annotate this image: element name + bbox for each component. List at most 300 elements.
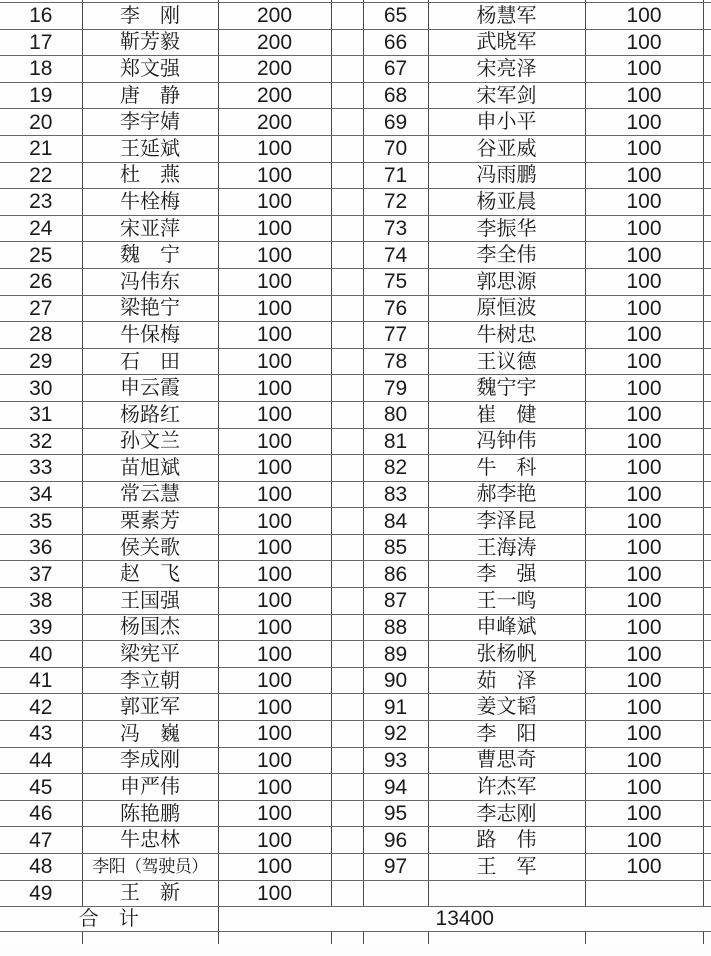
right-seq-cell: 79 bbox=[363, 375, 428, 402]
table-row bbox=[0, 29, 711, 56]
right-name-cell: 原恒波 bbox=[428, 295, 585, 322]
left-seq-cell: 27 bbox=[0, 295, 82, 322]
gap-cell bbox=[331, 82, 363, 109]
gap-cell bbox=[331, 481, 363, 508]
right-name-cell: 李振华 bbox=[428, 215, 585, 242]
right-name-cell: 李 阳 bbox=[428, 721, 585, 748]
gap-cell bbox=[331, 428, 363, 455]
edge-cell bbox=[703, 667, 711, 694]
left-amount-cell: 100 bbox=[218, 774, 331, 801]
right-name-cell: 冯钟伟 bbox=[428, 428, 585, 455]
right-name-cell bbox=[428, 880, 585, 907]
edge-cell bbox=[703, 82, 711, 109]
right-seq-cell: 65 bbox=[363, 3, 428, 30]
left-amount-cell: 200 bbox=[218, 29, 331, 56]
left-name-cell: 牛保梅 bbox=[82, 322, 218, 349]
gap-cell bbox=[331, 375, 363, 402]
table-row bbox=[0, 534, 711, 561]
table-row bbox=[0, 189, 711, 216]
edge-cell bbox=[703, 508, 711, 535]
right-amount-cell: 100 bbox=[585, 827, 703, 854]
gap-cell bbox=[331, 29, 363, 56]
table-row bbox=[0, 508, 711, 535]
right-amount-cell: 100 bbox=[585, 481, 703, 508]
left-amount-cell: 200 bbox=[218, 82, 331, 109]
left-amount-cell: 100 bbox=[218, 641, 331, 668]
right-name-cell: 牛树忠 bbox=[428, 322, 585, 349]
left-amount-cell: 100 bbox=[218, 827, 331, 854]
left-seq-cell: 35 bbox=[0, 508, 82, 535]
left-seq-cell: 38 bbox=[0, 588, 82, 615]
right-seq-cell: 70 bbox=[363, 135, 428, 162]
right-amount-cell: 100 bbox=[585, 721, 703, 748]
left-seq-cell: 19 bbox=[0, 82, 82, 109]
edge-cell bbox=[703, 534, 711, 561]
edge-cell bbox=[703, 827, 711, 854]
left-name-cell: 杜 燕 bbox=[82, 162, 218, 189]
right-name-cell: 杨亚晨 bbox=[428, 189, 585, 216]
left-name-cell: 唐 静 bbox=[82, 82, 218, 109]
left-name-cell: 梁宪平 bbox=[82, 641, 218, 668]
table-row bbox=[0, 82, 711, 109]
edge-cell bbox=[703, 3, 711, 30]
gap-cell bbox=[331, 268, 363, 295]
left-amount-cell: 100 bbox=[218, 561, 331, 588]
gap-cell bbox=[331, 721, 363, 748]
right-seq-cell bbox=[363, 880, 428, 907]
left-amount-cell: 100 bbox=[218, 242, 331, 269]
edge-cell bbox=[703, 135, 711, 162]
left-seq-cell: 21 bbox=[0, 135, 82, 162]
right-seq-cell: 88 bbox=[363, 614, 428, 641]
left-amount-cell: 100 bbox=[218, 508, 331, 535]
right-name-cell: 王一鸣 bbox=[428, 588, 585, 615]
left-amount-cell: 100 bbox=[218, 854, 331, 881]
left-amount-cell: 100 bbox=[218, 322, 331, 349]
left-seq-cell: 48 bbox=[0, 854, 82, 881]
left-seq-cell: 37 bbox=[0, 561, 82, 588]
left-seq-cell: 18 bbox=[0, 56, 82, 83]
left-name-cell: 申云霞 bbox=[82, 375, 218, 402]
table-row bbox=[0, 268, 711, 295]
right-amount-cell: 100 bbox=[585, 508, 703, 535]
right-name-cell: 李 强 bbox=[428, 561, 585, 588]
left-seq-cell: 29 bbox=[0, 348, 82, 375]
left-name-cell: 李成刚 bbox=[82, 747, 218, 774]
right-amount-cell: 100 bbox=[585, 29, 703, 56]
left-name-cell: 杨路红 bbox=[82, 401, 218, 428]
right-name-cell: 曹思奇 bbox=[428, 747, 585, 774]
right-amount-cell: 100 bbox=[585, 588, 703, 615]
edge-cell bbox=[703, 29, 711, 56]
left-name-cell: 石 田 bbox=[82, 348, 218, 375]
gap-cell bbox=[331, 614, 363, 641]
right-seq-cell: 76 bbox=[363, 295, 428, 322]
gap-cell bbox=[331, 641, 363, 668]
table-row bbox=[0, 401, 711, 428]
total-value: 13400 bbox=[218, 907, 711, 932]
right-name-cell: 郝李艳 bbox=[428, 481, 585, 508]
left-amount-cell: 100 bbox=[218, 401, 331, 428]
left-amount-cell: 100 bbox=[218, 189, 331, 216]
left-name-cell: 靳芳毅 bbox=[82, 29, 218, 56]
left-name-cell: 宋亚萍 bbox=[82, 215, 218, 242]
edge-cell bbox=[703, 561, 711, 588]
left-amount-cell: 100 bbox=[218, 534, 331, 561]
edge-cell bbox=[703, 215, 711, 242]
table-row bbox=[0, 721, 711, 748]
right-amount-cell: 100 bbox=[585, 455, 703, 482]
left-amount-cell: 100 bbox=[218, 588, 331, 615]
left-seq-cell: 17 bbox=[0, 29, 82, 56]
table-row bbox=[0, 854, 711, 881]
edge-cell bbox=[703, 641, 711, 668]
gap-cell bbox=[331, 455, 363, 482]
right-seq-cell: 84 bbox=[363, 508, 428, 535]
right-name-cell: 李志刚 bbox=[428, 800, 585, 827]
table-row bbox=[0, 880, 711, 907]
left-amount-cell: 100 bbox=[218, 348, 331, 375]
left-amount-cell: 100 bbox=[218, 481, 331, 508]
right-name-cell: 牛 科 bbox=[428, 455, 585, 482]
table-row bbox=[0, 667, 711, 694]
table-row bbox=[0, 109, 711, 136]
right-amount-cell: 100 bbox=[585, 322, 703, 349]
gap-cell bbox=[331, 322, 363, 349]
gap-cell bbox=[331, 561, 363, 588]
right-seq-cell: 69 bbox=[363, 109, 428, 136]
edge-cell bbox=[703, 721, 711, 748]
left-name-cell: 郑文强 bbox=[82, 56, 218, 83]
right-seq-cell: 82 bbox=[363, 455, 428, 482]
right-seq-cell: 87 bbox=[363, 588, 428, 615]
empty-cell bbox=[585, 931, 703, 944]
left-seq-cell: 45 bbox=[0, 774, 82, 801]
right-amount-cell: 100 bbox=[585, 375, 703, 402]
right-name-cell: 谷亚威 bbox=[428, 135, 585, 162]
right-amount-cell: 100 bbox=[585, 561, 703, 588]
left-amount-cell: 100 bbox=[218, 268, 331, 295]
right-seq-cell: 91 bbox=[363, 694, 428, 721]
right-amount-cell: 100 bbox=[585, 295, 703, 322]
edge-cell bbox=[703, 747, 711, 774]
left-seq-cell: 28 bbox=[0, 322, 82, 349]
right-amount-cell: 100 bbox=[585, 242, 703, 269]
left-seq-cell: 20 bbox=[0, 109, 82, 136]
left-amount-cell: 100 bbox=[218, 135, 331, 162]
empty-cell bbox=[331, 931, 363, 944]
right-amount-cell: 100 bbox=[585, 189, 703, 216]
empty-cell bbox=[703, 931, 711, 944]
right-name-cell: 魏宁宇 bbox=[428, 375, 585, 402]
right-amount-cell: 100 bbox=[585, 3, 703, 30]
gap-cell bbox=[331, 694, 363, 721]
gap-cell bbox=[331, 348, 363, 375]
left-seq-cell: 26 bbox=[0, 268, 82, 295]
right-name-cell: 李泽昆 bbox=[428, 508, 585, 535]
table-row bbox=[0, 588, 711, 615]
left-name-cell: 赵 飞 bbox=[82, 561, 218, 588]
left-amount-cell: 200 bbox=[218, 3, 331, 30]
gap-cell bbox=[331, 3, 363, 30]
left-name-cell: 孙文兰 bbox=[82, 428, 218, 455]
gap-cell bbox=[331, 800, 363, 827]
right-seq-cell: 90 bbox=[363, 667, 428, 694]
edge-cell bbox=[703, 880, 711, 907]
right-name-cell: 宋军剑 bbox=[428, 82, 585, 109]
right-amount-cell: 100 bbox=[585, 401, 703, 428]
left-seq-cell: 31 bbox=[0, 401, 82, 428]
left-name-cell: 李宇婧 bbox=[82, 109, 218, 136]
table-row bbox=[0, 348, 711, 375]
table-row bbox=[0, 375, 711, 402]
table-row bbox=[0, 747, 711, 774]
right-seq-cell: 77 bbox=[363, 322, 428, 349]
left-amount-cell: 100 bbox=[218, 694, 331, 721]
edge-cell bbox=[703, 588, 711, 615]
edge-cell bbox=[703, 242, 711, 269]
left-amount-cell: 100 bbox=[218, 375, 331, 402]
right-seq-cell: 86 bbox=[363, 561, 428, 588]
left-seq-cell: 22 bbox=[0, 162, 82, 189]
edge-cell bbox=[703, 694, 711, 721]
gap-cell bbox=[331, 189, 363, 216]
left-seq-cell: 42 bbox=[0, 694, 82, 721]
right-amount-cell: 100 bbox=[585, 162, 703, 189]
left-name-cell: 侯关歌 bbox=[82, 534, 218, 561]
gap-cell bbox=[331, 242, 363, 269]
gap-cell bbox=[331, 162, 363, 189]
right-seq-cell: 81 bbox=[363, 428, 428, 455]
right-amount-cell: 100 bbox=[585, 428, 703, 455]
gap-cell bbox=[331, 774, 363, 801]
right-seq-cell: 96 bbox=[363, 827, 428, 854]
gap-cell bbox=[331, 508, 363, 535]
left-seq-cell: 44 bbox=[0, 747, 82, 774]
edge-cell bbox=[703, 189, 711, 216]
right-name-cell: 王议德 bbox=[428, 348, 585, 375]
edge-cell bbox=[703, 162, 711, 189]
left-name-cell: 牛栓梅 bbox=[82, 189, 218, 216]
left-seq-cell: 33 bbox=[0, 455, 82, 482]
left-amount-cell: 100 bbox=[218, 215, 331, 242]
gap-cell bbox=[331, 109, 363, 136]
empty-cell bbox=[218, 931, 331, 944]
left-name-cell: 申严伟 bbox=[82, 774, 218, 801]
right-name-cell: 郭思源 bbox=[428, 268, 585, 295]
left-seq-cell: 40 bbox=[0, 641, 82, 668]
right-amount-cell: 100 bbox=[585, 56, 703, 83]
total-label: 合 计 bbox=[0, 907, 218, 932]
right-seq-cell: 92 bbox=[363, 721, 428, 748]
left-name-cell: 梁艳宁 bbox=[82, 295, 218, 322]
left-name-cell: 王延斌 bbox=[82, 135, 218, 162]
left-name-cell: 王 新 bbox=[82, 880, 218, 907]
empty-cell bbox=[0, 931, 82, 944]
left-seq-cell: 39 bbox=[0, 614, 82, 641]
right-name-cell: 武晓军 bbox=[428, 29, 585, 56]
right-name-cell: 崔 健 bbox=[428, 401, 585, 428]
empty-cell bbox=[363, 931, 428, 944]
gap-cell bbox=[331, 667, 363, 694]
left-amount-cell: 100 bbox=[218, 614, 331, 641]
table-row bbox=[0, 827, 711, 854]
edge-cell bbox=[703, 481, 711, 508]
left-amount-cell: 100 bbox=[218, 162, 331, 189]
left-seq-cell: 16 bbox=[0, 3, 82, 30]
table-row bbox=[0, 800, 711, 827]
table-row bbox=[0, 561, 711, 588]
left-seq-cell: 23 bbox=[0, 189, 82, 216]
table-row bbox=[0, 481, 711, 508]
edge-cell bbox=[703, 774, 711, 801]
edge-cell bbox=[703, 348, 711, 375]
table-row bbox=[0, 428, 711, 455]
edge-cell bbox=[703, 268, 711, 295]
empty-cell bbox=[428, 931, 585, 944]
right-seq-cell: 94 bbox=[363, 774, 428, 801]
right-amount-cell: 100 bbox=[585, 215, 703, 242]
table-row bbox=[0, 242, 711, 269]
left-amount-cell: 100 bbox=[218, 428, 331, 455]
left-seq-cell: 24 bbox=[0, 215, 82, 242]
left-name-cell: 陈艳鹏 bbox=[82, 800, 218, 827]
table-footer-row bbox=[0, 907, 711, 932]
right-name-cell: 茹 泽 bbox=[428, 667, 585, 694]
left-seq-cell: 47 bbox=[0, 827, 82, 854]
right-amount-cell: 100 bbox=[585, 641, 703, 668]
table-row bbox=[0, 215, 711, 242]
edge-cell bbox=[703, 322, 711, 349]
left-seq-cell: 41 bbox=[0, 667, 82, 694]
right-seq-cell: 67 bbox=[363, 56, 428, 83]
table-row bbox=[0, 295, 711, 322]
table-row bbox=[0, 322, 711, 349]
left-name-cell: 李阳（驾驶员） bbox=[82, 854, 218, 881]
right-amount-cell: 100 bbox=[585, 135, 703, 162]
edge-cell bbox=[703, 455, 711, 482]
left-seq-cell: 30 bbox=[0, 375, 82, 402]
right-amount-cell: 100 bbox=[585, 82, 703, 109]
right-seq-cell: 89 bbox=[363, 641, 428, 668]
right-seq-cell: 75 bbox=[363, 268, 428, 295]
right-seq-cell: 80 bbox=[363, 401, 428, 428]
left-name-cell: 牛忠林 bbox=[82, 827, 218, 854]
gap-cell bbox=[331, 401, 363, 428]
gap-cell bbox=[331, 135, 363, 162]
gap-cell bbox=[331, 56, 363, 83]
right-amount-cell: 100 bbox=[585, 774, 703, 801]
right-name-cell: 申峰斌 bbox=[428, 614, 585, 641]
left-name-cell: 冯伟东 bbox=[82, 268, 218, 295]
right-name-cell: 姜文韬 bbox=[428, 694, 585, 721]
left-seq-cell: 34 bbox=[0, 481, 82, 508]
left-seq-cell: 43 bbox=[0, 721, 82, 748]
left-amount-cell: 100 bbox=[218, 721, 331, 748]
edge-cell bbox=[703, 375, 711, 402]
left-name-cell: 常云慧 bbox=[82, 481, 218, 508]
right-name-cell: 张杨帆 bbox=[428, 641, 585, 668]
edge-cell bbox=[703, 854, 711, 881]
table-row bbox=[0, 162, 711, 189]
edge-cell bbox=[703, 401, 711, 428]
left-name-cell: 魏 宁 bbox=[82, 242, 218, 269]
gap-cell bbox=[331, 880, 363, 907]
right-amount-cell: 100 bbox=[585, 854, 703, 881]
left-name-cell: 冯 巍 bbox=[82, 721, 218, 748]
right-seq-cell: 93 bbox=[363, 747, 428, 774]
edge-cell bbox=[703, 614, 711, 641]
table-row bbox=[0, 694, 711, 721]
right-amount-cell bbox=[585, 880, 703, 907]
empty-cell bbox=[82, 931, 218, 944]
gap-cell bbox=[331, 747, 363, 774]
right-name-cell: 王海涛 bbox=[428, 534, 585, 561]
table-row bbox=[0, 3, 711, 30]
left-amount-cell: 100 bbox=[218, 747, 331, 774]
left-amount-cell: 200 bbox=[218, 56, 331, 83]
left-seq-cell: 36 bbox=[0, 534, 82, 561]
right-name-cell: 许杰军 bbox=[428, 774, 585, 801]
left-name-cell: 杨国杰 bbox=[82, 614, 218, 641]
left-amount-cell: 100 bbox=[218, 295, 331, 322]
right-seq-cell: 85 bbox=[363, 534, 428, 561]
table-row-partial-bottom bbox=[0, 931, 711, 944]
gap-cell bbox=[331, 534, 363, 561]
left-amount-cell: 100 bbox=[218, 667, 331, 694]
table-row bbox=[0, 614, 711, 641]
left-seq-cell: 49 bbox=[0, 880, 82, 907]
table-row bbox=[0, 455, 711, 482]
right-amount-cell: 100 bbox=[585, 667, 703, 694]
left-amount-cell: 100 bbox=[218, 880, 331, 907]
table-row bbox=[0, 774, 711, 801]
gap-cell bbox=[331, 588, 363, 615]
right-seq-cell: 78 bbox=[363, 348, 428, 375]
left-amount-cell: 200 bbox=[218, 109, 331, 136]
right-seq-cell: 72 bbox=[363, 189, 428, 216]
right-amount-cell: 100 bbox=[585, 268, 703, 295]
right-amount-cell: 100 bbox=[585, 614, 703, 641]
right-seq-cell: 66 bbox=[363, 29, 428, 56]
edge-cell bbox=[703, 109, 711, 136]
left-name-cell: 郭亚军 bbox=[82, 694, 218, 721]
left-name-cell: 李立朝 bbox=[82, 667, 218, 694]
right-amount-cell: 100 bbox=[585, 109, 703, 136]
right-name-cell: 冯雨鹏 bbox=[428, 162, 585, 189]
right-amount-cell: 100 bbox=[585, 800, 703, 827]
right-name-cell: 申小平 bbox=[428, 109, 585, 136]
left-amount-cell: 100 bbox=[218, 455, 331, 482]
edge-cell bbox=[703, 295, 711, 322]
gap-cell bbox=[331, 295, 363, 322]
right-name-cell: 杨慧军 bbox=[428, 3, 585, 30]
right-name-cell: 路 伟 bbox=[428, 827, 585, 854]
left-amount-cell: 100 bbox=[218, 800, 331, 827]
gap-cell bbox=[331, 854, 363, 881]
left-name-cell: 王国强 bbox=[82, 588, 218, 615]
left-seq-cell: 46 bbox=[0, 800, 82, 827]
edge-cell bbox=[703, 800, 711, 827]
right-amount-cell: 100 bbox=[585, 747, 703, 774]
right-seq-cell: 71 bbox=[363, 162, 428, 189]
right-seq-cell: 95 bbox=[363, 800, 428, 827]
right-seq-cell: 68 bbox=[363, 82, 428, 109]
left-name-cell: 栗素芳 bbox=[82, 508, 218, 535]
right-seq-cell: 74 bbox=[363, 242, 428, 269]
gap-cell bbox=[331, 827, 363, 854]
left-name-cell: 苗旭斌 bbox=[82, 455, 218, 482]
